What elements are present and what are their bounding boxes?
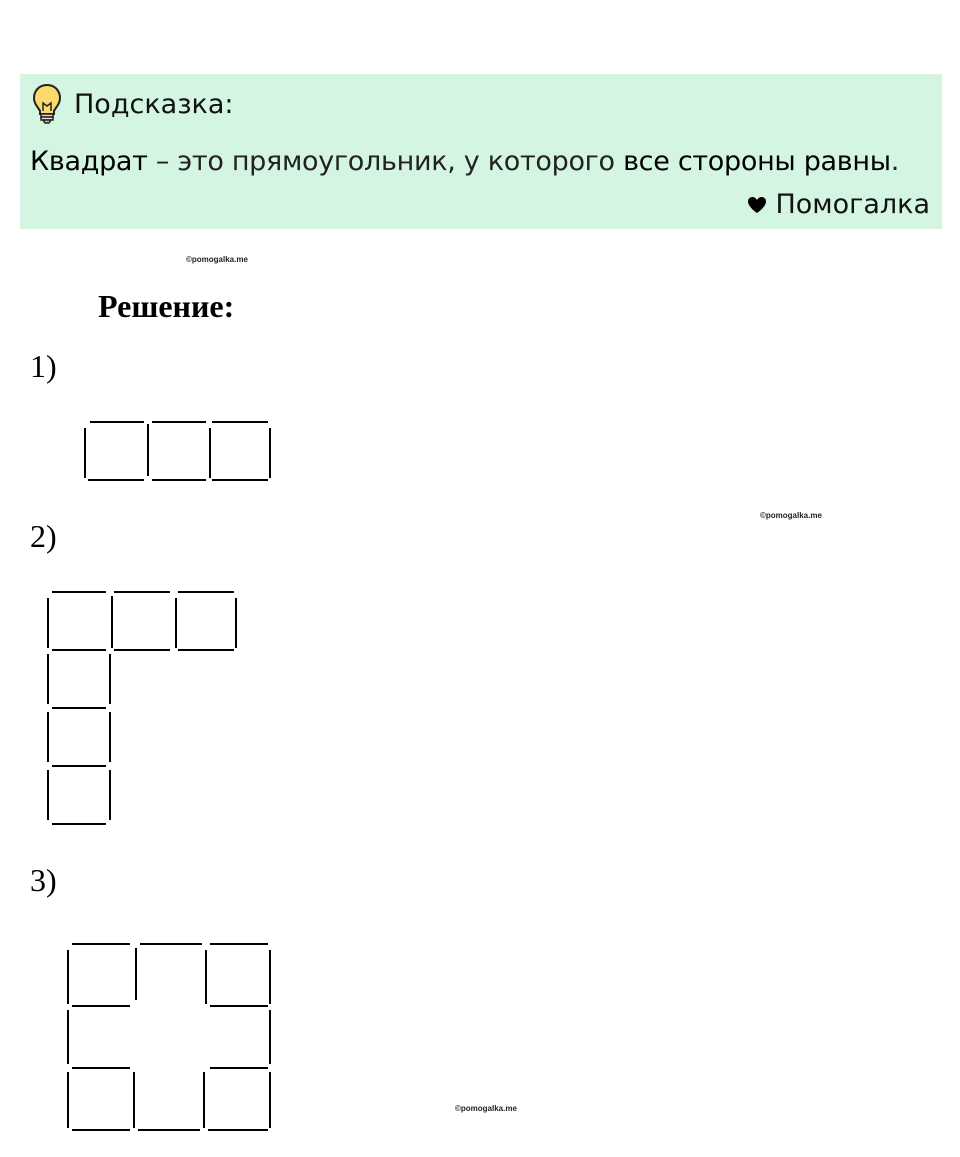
step-1-figure [80,418,276,486]
step-3-figure [62,938,278,1138]
hint-emphasis: все стороны равны [623,146,891,177]
hint-brand [747,189,930,220]
step-3-label: 3) [30,862,57,898]
hint-definition: – это прямоугольник, у которого [147,146,624,177]
hint-text [30,146,899,177]
hint-title-row [32,82,234,126]
brand-name: Помогалка [775,189,930,220]
step-1-label: 1) [30,348,57,384]
solution-title: Решение: [98,288,235,324]
step-2-figure [42,588,242,828]
watermark-top: ©pomogalka.me [186,255,248,264]
step-2-label: 2) [30,518,57,554]
hint-box [20,74,942,229]
watermark-bottom: ©pomogalka.me [455,1104,517,1113]
hint-term: Квадрат [30,146,148,177]
hint-period: . [890,146,900,177]
watermark-middle: ©pomogalka.me [760,511,822,520]
heart-icon [747,196,767,214]
lightbulb-icon [32,83,62,125]
hint-title: Подсказка: [74,88,234,120]
